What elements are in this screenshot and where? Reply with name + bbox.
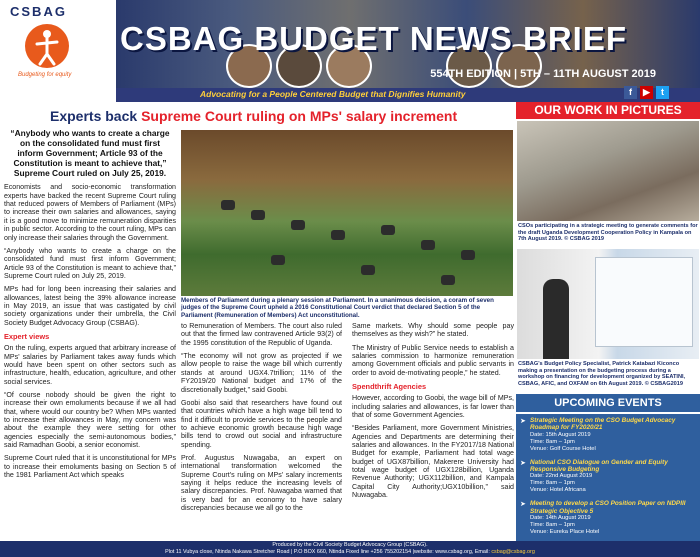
paragraph: “Of course nobody should be given the right to increase their own emoluments because if we all had that, where would our country be? When MPs wanted to increase their allowances in May, my concern was about the example they were setting for other agencies especially the semi-autonomous bodies,” said Ramadhan Goobi, a senior economist. — [4, 390, 176, 450]
paragraph: On the ruling, experts argued that arbitrary increase of MPs' salaries by Parliament takes away funds which would have been spent on other sectors such as infrastructure, health, education, agriculture, and other social services. — [4, 344, 176, 386]
facebook-icon[interactable]: f — [624, 86, 637, 99]
paragraph: Prof. Augustus Nuwagaba, an expert on international transformation welcomed the Supreme Court's ruling on MPs' salary increments saying it helps reduce the increasing levels of salary discrepancies. Prof. Nuwagaba warned that is very bad for an economy to have salary discrepancies because we all go to the — [181, 454, 342, 513]
logo — [0, 0, 116, 102]
event-name: Strategic Meeting on the CSO Budget Advocacy Roadmap for FY2020/21 — [530, 417, 676, 432]
twitter-icon[interactable]: t — [656, 86, 669, 99]
event-date: Date: 15th August 2019 — [530, 431, 591, 438]
footer-line-1: Produced by the Civil Society Budget Advocacy Group (CSBAG). — [272, 542, 428, 548]
event-date: Date: 22nd August 2019 — [530, 473, 593, 480]
footer-email-link[interactable]: csbag@csbag.org — [491, 549, 535, 556]
sidebar — [516, 102, 700, 542]
event-name: Meeting to develop a CSO Position Paper on NDPIII Strategic Objective 5 — [530, 500, 686, 515]
event-venue: Venue: Golf Course Hotel — [530, 445, 596, 452]
subheading-spendthrift: Spendthrift Agencies — [352, 382, 427, 392]
sidebar-title: OUR WORK IN PICTURES — [516, 102, 700, 119]
photo-detail — [361, 265, 375, 275]
logo-tagline: Budgeting for equity — [18, 72, 72, 78]
photo-detail — [271, 255, 285, 265]
article-column-1 — [4, 128, 176, 485]
event-item — [516, 414, 700, 456]
events-title: UPCOMING EVENTS — [516, 394, 700, 414]
photo-detail — [331, 230, 345, 240]
photo-detail — [251, 210, 265, 220]
paragraph: to Remuneration of Members. The court also ruled out that the firmed law contravened Article 93(2) of the 1995 constitution of the Republic of Uganda. — [181, 322, 342, 347]
subheading-expert-views: Expert views — [4, 332, 50, 342]
edition-label: 554TH EDITION | 5TH – 11TH AUGUST 2019 — [430, 68, 656, 80]
footer — [0, 541, 700, 557]
parliament-photo — [181, 130, 513, 296]
footer-line-2 — [0, 549, 700, 556]
paragraph: Economists and socio-economic transformation experts have backed the recent Supreme Court ruling that reduced powers of Members of Parliament (MPs) to increase their own salaries and allowances, saying it is a good move to minimize remuneration disparities in public sector. According to the court ruling, MPs can only increase their salaries through the Government. — [4, 183, 176, 242]
paragraph: Same markets. Why should some people pay themselves as they wish?” he stated. — [352, 322, 514, 339]
event-venue: Venue: Hotel Africana — [530, 487, 586, 494]
presenter — [543, 279, 569, 359]
photo-detail — [291, 220, 305, 230]
event-time: Time: 8am – 1pm — [530, 438, 575, 445]
event-time: Time: 8am – 1pm — [530, 521, 575, 528]
paragraph: Goobi also said that researchers have found out that countries which have a high wage bill tend to find it difficult to provide services to the people and to achieve economic growth because high wage bills tend to crowd out social and infrastructure spending. — [181, 398, 342, 449]
article-headline — [50, 108, 457, 124]
photo-detail — [381, 225, 395, 235]
masthead — [0, 0, 700, 102]
presentation-board — [595, 257, 693, 347]
event-time: Time: 8am – 1pm — [530, 480, 575, 487]
meeting-caption: CSOs participating in a strategic meeting to generate comments for the draft Uganda Development Cooperation Policy in Kampala on 7th August 2019. © CSBAG 2019 — [518, 223, 698, 243]
event-item — [516, 497, 700, 539]
logo-brand: CSBAG — [10, 4, 67, 19]
pull-quote: “Anybody who wants to create a charge on the consolidated fund must first inform Government; Article 93 of the Constitution is meant to achieve that,” Supreme Court ruled on July 25, 2019. — [10, 128, 170, 179]
upcoming-events — [516, 394, 700, 554]
paragraph: The Ministry of Public Service needs to establish a salaries commission to harmonize remuneration among Government officials and public servants in order to avoid de-motivating people,” he stated. — [352, 343, 514, 377]
photo-detail — [461, 250, 475, 260]
event-venue: Venue: Eureka Place Hotel — [530, 528, 600, 535]
photo-detail — [221, 200, 235, 210]
paragraph: “Besides Parliament, more Government Ministries, Agencies and Departments are determining their salaries and allowances. In the FY2017/18 National Budget for example, Parliament had total wage budget of UGX87billion, Makerere University had total wage budget of UGX128billion, Uganda Revenue Authority; UGX112billion, and Kampala Capital City Authority;UGX10billion,” said Nuwagaba. — [352, 424, 514, 500]
paragraph: However, according to Goobi, the wage bill of MPs, including salaries and allowances, is far lower than that of some Government Agencies. — [352, 394, 514, 419]
youtube-icon[interactable]: ▶ — [640, 86, 653, 99]
paragraph: “Anybody who wants to create a charge on the consolidated fund must first inform Government; Article 93 of the Constitution is meant to achieve that,” Supreme Court ruled on July 25, 2019. — [4, 246, 176, 280]
article-column-3 — [352, 322, 514, 504]
article-column-2 — [181, 322, 342, 518]
newsletter-title: CSBAG BUDGET NEWS BRIEF — [120, 20, 628, 57]
paragraph: MPs had for long been increasing their salaries and allowances, latest being the 39% allowance increase in May 2019, an issue that was castigated by civil society organizations under their umbrella, the Civil Society Budget Advocacy Group (CSBAG). — [4, 285, 176, 327]
social-links — [624, 86, 669, 99]
photo-detail — [441, 275, 455, 285]
event-name: National CSO Dialogue on Gender and Equity Responsive Budgeting — [530, 458, 668, 473]
presentation-caption: CSBAG's Budget Policy Specialist, Patrick Katabazi Kiconco making a presentation on the budgeting process during a workshop on financing for development organized by SEATINI, CSBAG, AFIC, and OXFAM on 6th August 2019. © CSBAG2019 — [518, 361, 686, 388]
headline-part-1: Experts back — [50, 108, 142, 124]
meeting-photo — [517, 121, 699, 221]
paragraph: Supreme Court ruled that it is unconstitutional for MPs to increase their emoluments basing on Section 5 of the 1981 Parliament Act which speaks — [4, 454, 176, 480]
arrow-right-icon: ➤ — [520, 418, 526, 425]
photo-detail — [421, 240, 435, 250]
slogan: Advocating for a People Centered Budget that Dignifies Humanity — [200, 89, 466, 99]
photo-caption: Members of Parliament during a plenary session at Parliament. In a unanimous decision, a coram of seven judges of the Supreme Court upheld a 2016 Constitutional Court verdict that declared Section 5 of the Parliament (Remuneration of Members) Act unconstitutional. — [181, 297, 494, 319]
event-item — [516, 456, 700, 498]
logo-figure-icon — [22, 22, 72, 70]
paragraph: “The economy will not grow as projected if we allow people to raise the wage bill which currently stands at around UGX4.7trillion; 11% of the FY2019/20 National budget and 17% of the discretionally budget,” said Goobi. — [181, 352, 342, 394]
presentation-photo — [517, 249, 699, 359]
arrow-right-icon: ➤ — [520, 459, 526, 467]
arrow-right-icon: ➤ — [520, 501, 526, 509]
headline-part-2: Supreme Court ruling on MPs' salary increment — [141, 108, 458, 124]
footer-address: Plot 11 Vubya close, Ntinda Nakawa Stretcher Road | P.O BOX 660, Ntinda Fixed line +256 755202154 |website: www.csbag.org, Email: — [165, 549, 490, 556]
event-date: Date: 14th August 2019 — [530, 514, 591, 521]
